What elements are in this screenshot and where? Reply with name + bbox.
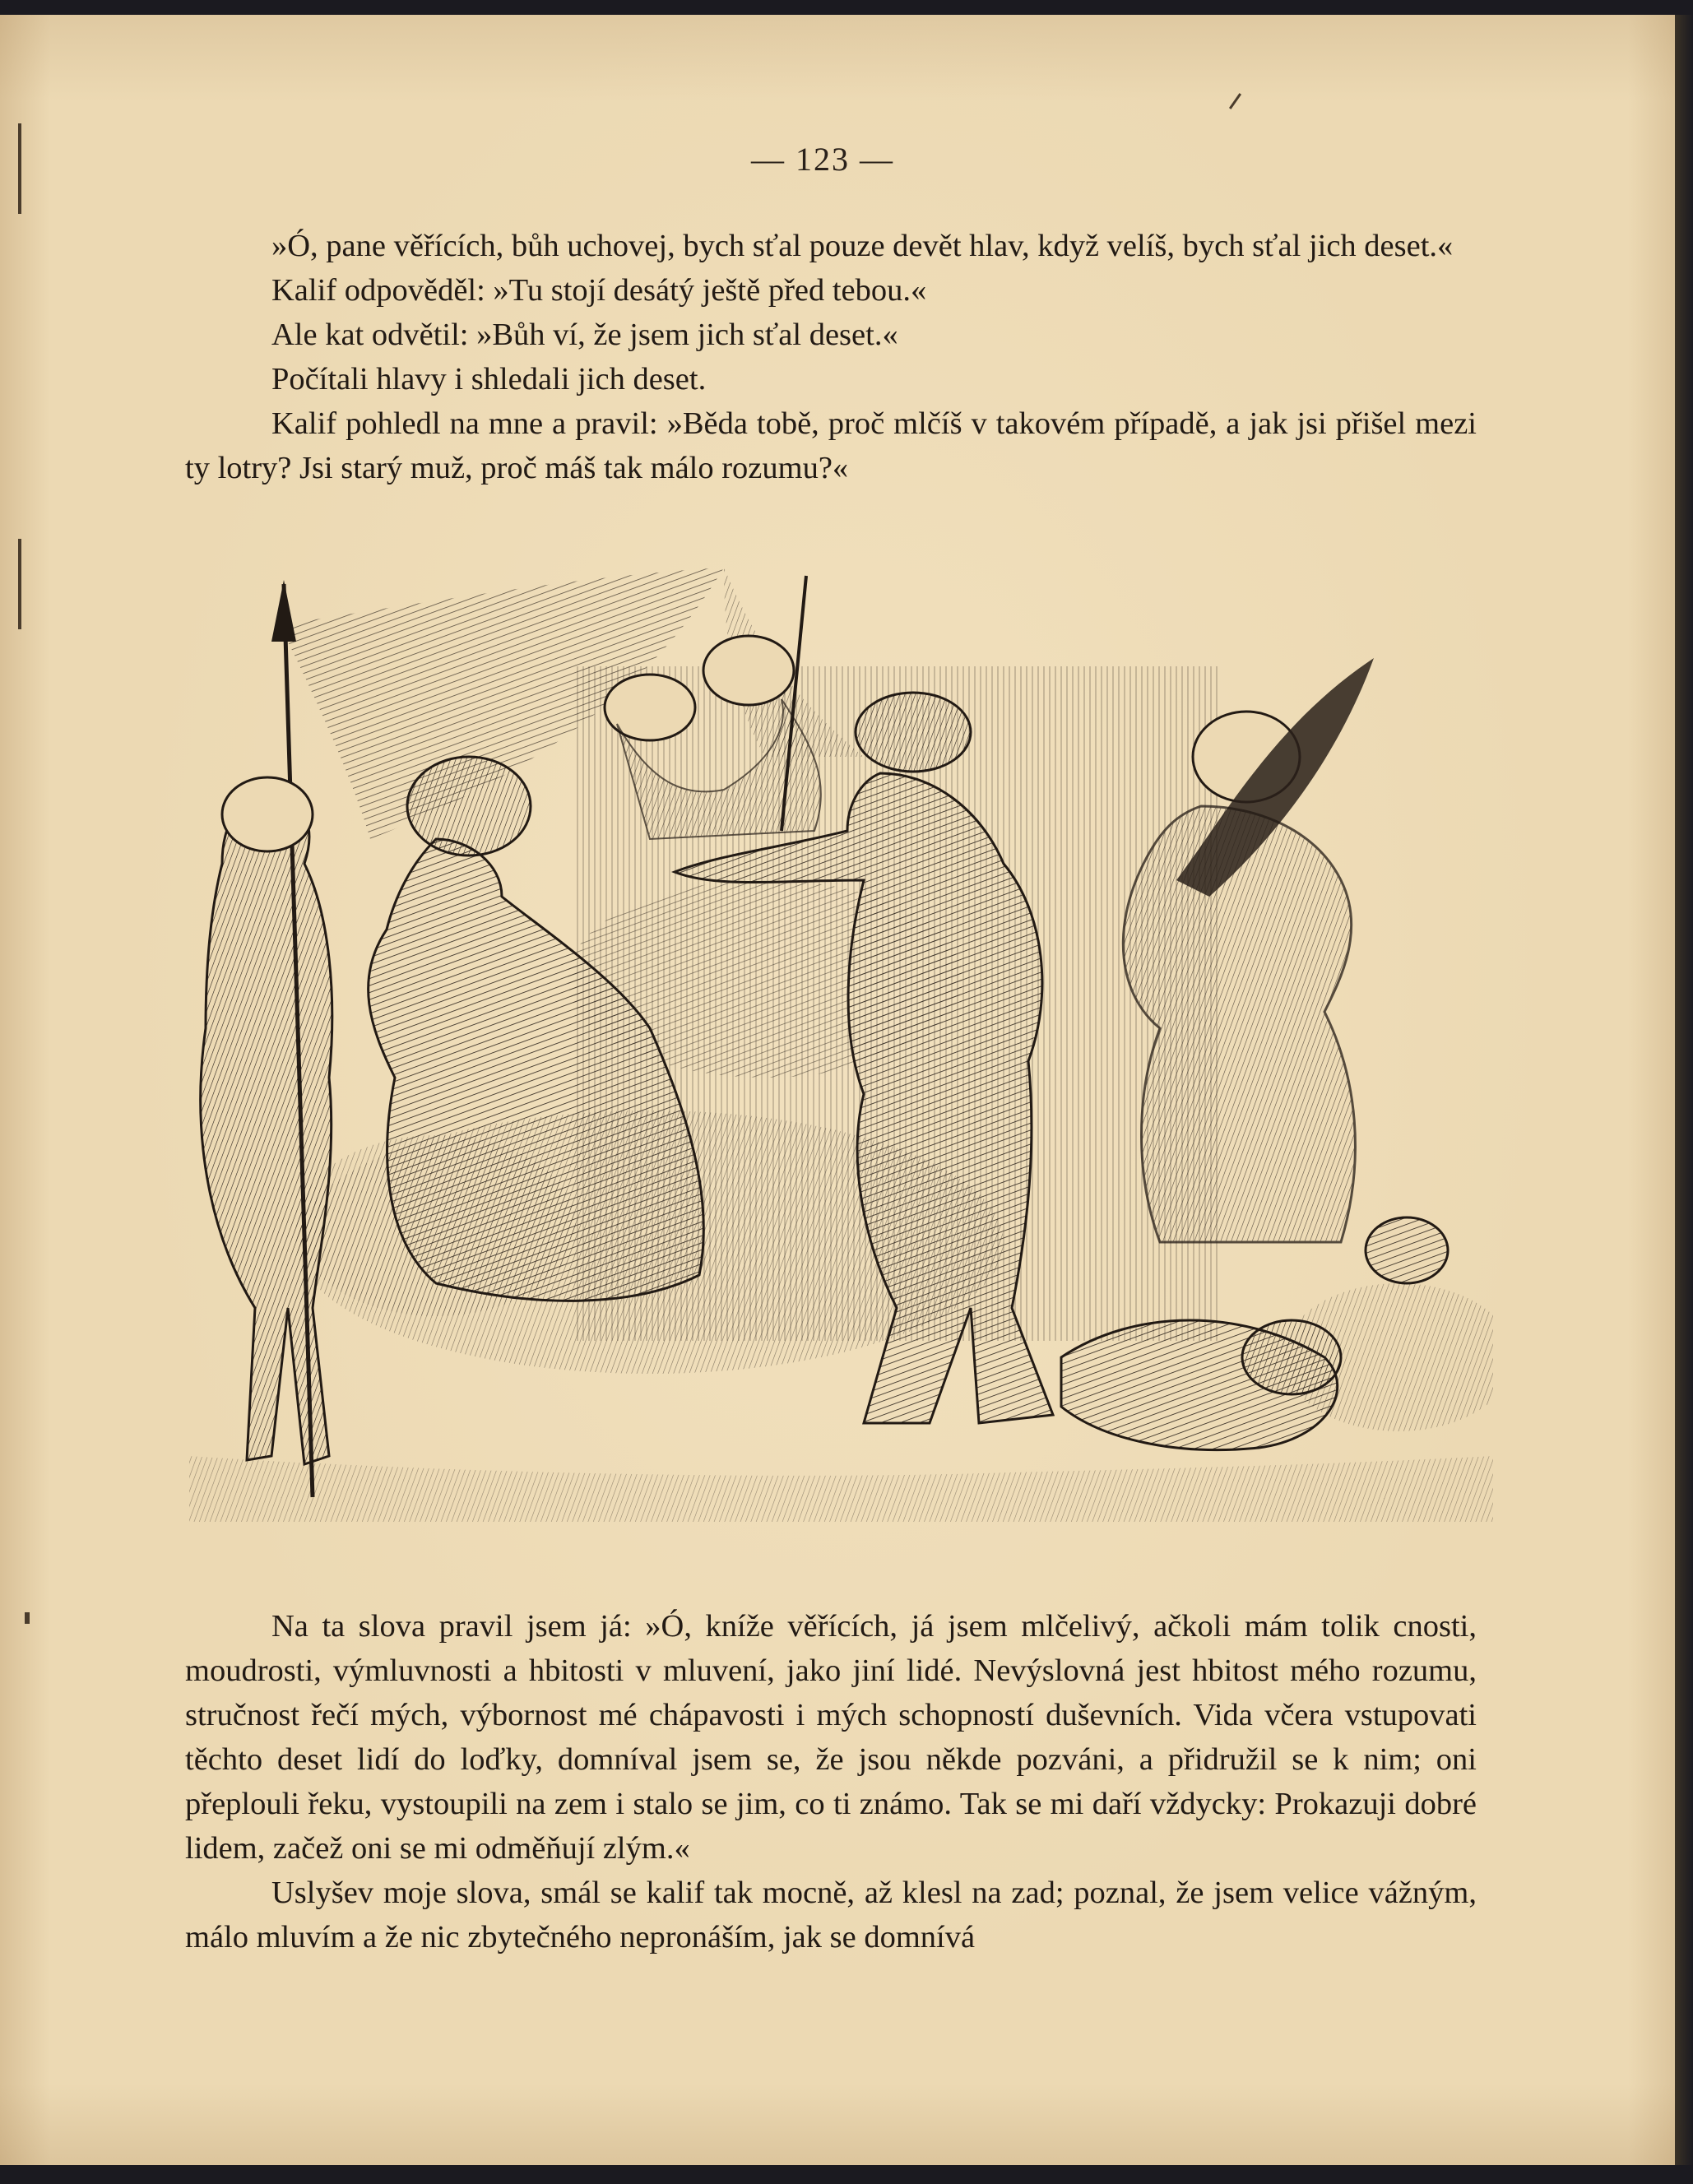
old-man-turban [856,693,971,772]
guard-figure [201,796,332,1464]
paragraph: Kalif odpověděl: »Tu stojí desátý ještě před tebou.« [271,273,927,308]
guard-turban [222,777,313,851]
text-block-top [185,224,1477,490]
margin-mark [18,539,21,629]
caliph-turban [407,757,531,856]
page-right-edge [1675,15,1693,2170]
engraving-illustration [189,568,1493,1546]
paragraph: »Ó, pane věřících, bůh uchovej, bych sťal pouze devět hlav, když velíš, bych sťal jich deset.« [271,229,1454,263]
text-block-bottom [185,1604,1477,1959]
attendant-turban [703,636,794,705]
paragraph: Na ta slova pravil jsem já: »Ó, kníže věřících, já jsem mlčelivý, ačkoli mám tolik cnosti, moudrosti, výmluvnosti a hbitosti v mluvení, jako jiní lidé. Nevýslovná jest hbitost mého rozumu, stručnost řečí mých, výbornost mé chápavosti i mých schopností duševních. Vida včera vstupovati těchto deset lidí do loďky, domníval jsem se, že jsou někde pozváni, a přidružil se k nim; oni přeplouli řeku, vystoupili na zem i stalo se jim, co ti známo. Tak se mi daří vždycky: Prokazuji dobré lidem, začež oni se mi odměňují zlým.« [185,1609,1477,1866]
paragraph: Počítali hlavy i shledali jich deset. [271,362,707,396]
paragraph: Ale kat odvětil: »Bůh ví, že jsem jich sťal deset.« [271,318,898,352]
floor-shading [189,1456,1493,1522]
fallen-head [1242,1320,1341,1394]
paragraph: Kalif pohledl na mne a pravil: »Běda tobě, proč mlčíš v takovém případě, a jak jsi přišel mezi ty lotry? Jsi starý muž, proč máš tak málo rozumu?« [185,406,1477,485]
page-number: — 123 — [751,141,894,178]
executioner-figure [1123,806,1355,1242]
page-bottom-edge [0,2165,1693,2184]
engraving-svg [189,568,1493,1546]
paragraph: Uslyšev moje slova, smál se kalif tak mocně, až klesl na zad; poznal, že jsem velice vážným, málo mluvím a že nic zbytečného nepronáším, jak se domnívá [185,1876,1477,1954]
margin-mark [18,123,21,214]
fallen-head [1366,1217,1448,1283]
spear-head [271,580,296,642]
margin-mark [25,1612,30,1624]
